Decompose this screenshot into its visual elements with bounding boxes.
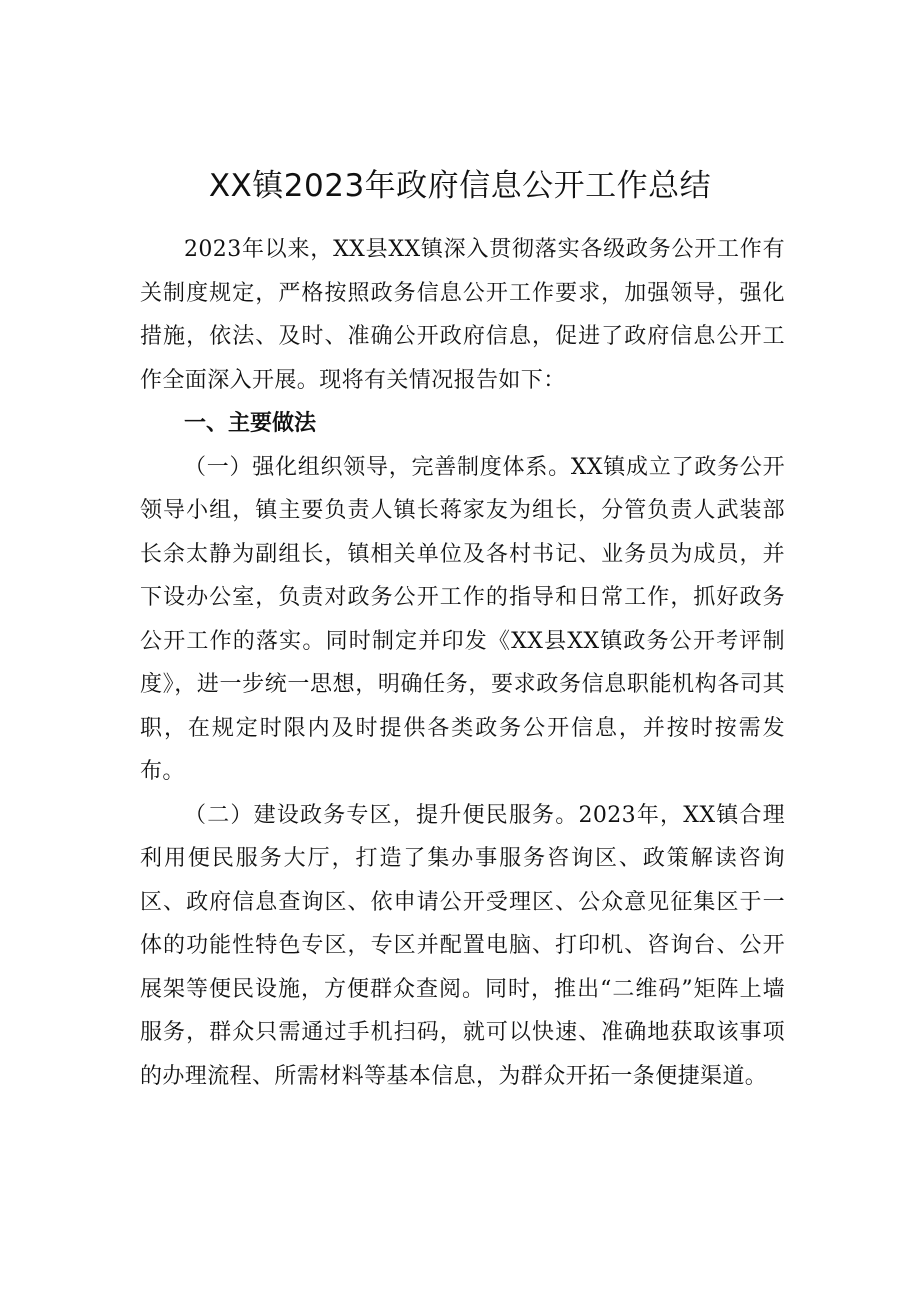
paragraph-organization-leadership: （一）强化组织领导，完善制度体系。XX镇成立了政务公开领导小组，镇主要负责人镇长蒋家友为组长，分管负责人武装部长余太静为副组长，镇相关单位及各村书记、业务员为成员，并下设办公室，负责对政务公开工作的指导和日常工作，抓好政务公开工作的落实。同时制定并印发《XX县XX镇政务公开考评制度》，进一步统一思想，明确任务，要求政务信息职能机构各司其职，在规定时限内及时提供各类政务公开信息，并按时按需发布。	[140, 454, 785, 784]
document-body	[140, 228, 785, 1098]
section-heading-main-practices: 一、主要做法	[184, 411, 317, 436]
intro-paragraph: 2023年以来，XX县XX镇深入贯彻落实各级政务公开工作有关制度规定，严格按照政务信息公开工作要求，加强领导，强化措施，依法、及时、准确公开政府信息，促进了政府信息公开工作全面深入开展。现将有关情况报告如下：	[140, 237, 785, 393]
document-title: XX镇2023年政府信息公开工作总结	[208, 168, 712, 204]
paragraph-service-zone: （二）建设政务专区，提升便民服务。2023年，XX镇合理利用便民服务大厅，打造了集办事服务咨询区、政策解读咨询区、政府信息查询区、依申请公开受理区、公众意见征集区于一体的功能性特色专区，专区并配置电脑、打印机、咨询台、公开展架等便民设施，方便群众查阅。同时，推出“二维码”矩阵上墙服务，群众只需通过手机扫码，就可以快速、准确地获取该事项的办理流程、所需材料等基本信息，为群众开拓一条便捷渠道。	[140, 802, 785, 1089]
